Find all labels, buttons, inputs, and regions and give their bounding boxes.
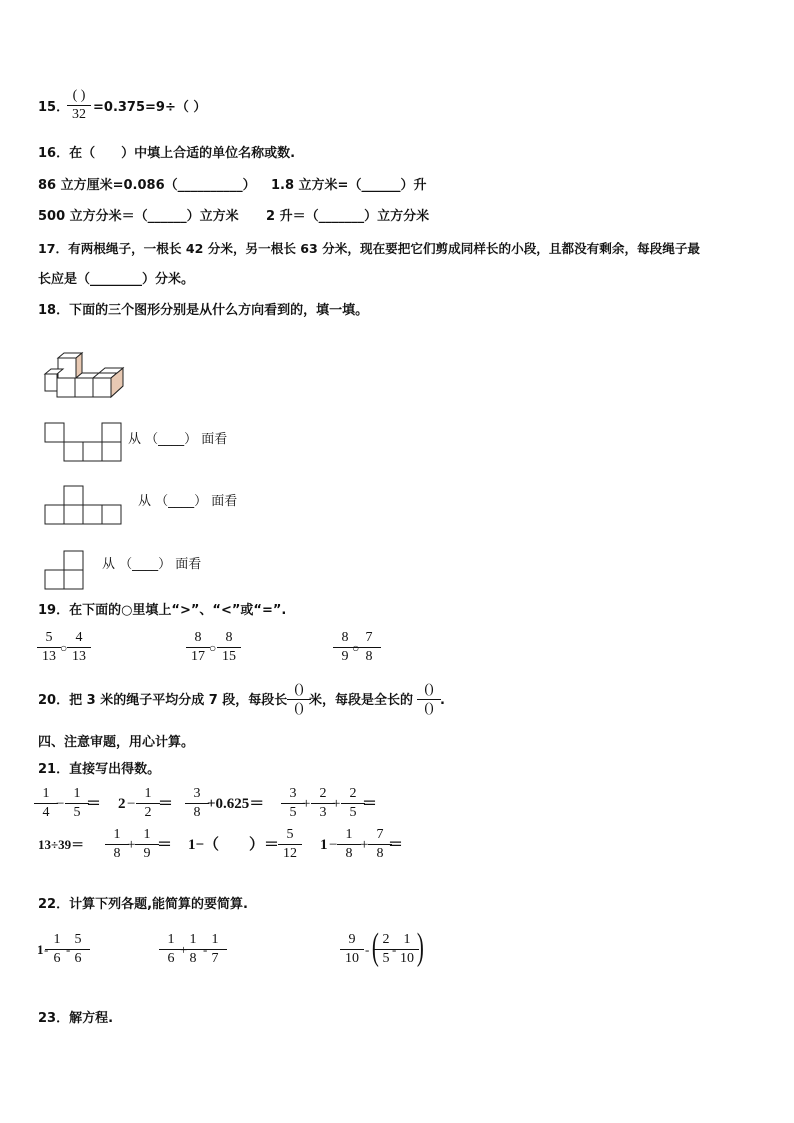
q21-f9: 1 9 bbox=[132, 827, 162, 862]
q21-one: 1 bbox=[320, 837, 328, 853]
q19-p3-b: 7 8 bbox=[354, 630, 384, 665]
q21-title: 21．直接写出得数。 bbox=[38, 762, 161, 777]
q17-line1: 17．有两根绳子，一根长 42 分米，另一根长 63 分米，现在要把它们剪成同样长的小段，且都没有剩余，每段绳子最 bbox=[38, 241, 701, 256]
view2-grid bbox=[45, 486, 121, 524]
q16-line1a: 86 立方厘米=0.086（__________） bbox=[38, 178, 256, 193]
q19-circle-3[interactable]: ○ bbox=[352, 641, 360, 655]
q15-number: 15． bbox=[38, 100, 70, 115]
cube-solid-figure bbox=[45, 353, 123, 397]
q22-c1: 9 10 bbox=[337, 932, 367, 967]
q21-minus-1: − bbox=[56, 796, 65, 812]
q23-title: 23．解方程. bbox=[38, 1011, 114, 1026]
q21-minus-3: − bbox=[329, 837, 338, 853]
q21-two: 2 bbox=[118, 796, 126, 812]
q22-b1: 1 6 bbox=[156, 932, 186, 967]
view1-grid bbox=[45, 423, 121, 461]
q22-c-dash2: - bbox=[392, 942, 397, 957]
view3-grid bbox=[45, 551, 83, 589]
q21-f2: 1 5 bbox=[62, 786, 92, 821]
q22-a1: 1 6 bbox=[42, 932, 72, 967]
q16-line2a: 500 立方分米＝（______）立方米 bbox=[38, 209, 239, 224]
q21-f8: 1 8 bbox=[102, 827, 132, 862]
view1-label: 从 （____） 面看 bbox=[128, 432, 228, 447]
q21-plus-4: + bbox=[360, 837, 369, 853]
q21-eq-2: ＝ bbox=[158, 796, 174, 812]
q15-frac-num: ( ) bbox=[72, 88, 86, 103]
q21-minus-2: − bbox=[127, 796, 136, 812]
q20-frac-2: () () bbox=[414, 682, 444, 717]
q21-f10: 5 12 bbox=[275, 827, 305, 862]
q21-plus-3: + bbox=[127, 837, 136, 853]
q22-c2: 2 5 bbox=[371, 932, 401, 967]
q21-div: 13÷39＝ bbox=[38, 837, 85, 852]
q21-plus-1: + bbox=[302, 796, 311, 812]
q21-f3: 1 2 bbox=[133, 786, 163, 821]
q20-text3: . bbox=[440, 693, 445, 708]
q17-line2: 长应是（________）分米。 bbox=[38, 272, 195, 287]
section4-title: 四、注意审题，用心计算。 bbox=[38, 735, 195, 750]
q19-circle-1[interactable]: ○ bbox=[60, 641, 68, 655]
q22-c3: 1 10 bbox=[392, 932, 422, 967]
q21-plus-2: + bbox=[332, 796, 341, 812]
q16-title: 16．在（ ）中填上合适的单位名称或数. bbox=[38, 146, 296, 161]
q19-p2-a: 8 17 bbox=[183, 630, 213, 665]
q15-frac-den: 32 bbox=[72, 107, 86, 122]
q21-f12: 7 8 bbox=[365, 827, 395, 862]
q20-text2: 米，每段是全长的 bbox=[309, 693, 414, 708]
q21-eq-1: ＝ bbox=[86, 796, 102, 812]
q22-b2: 1 8 bbox=[178, 932, 208, 967]
q19-p3-a: 8 9 bbox=[330, 630, 360, 665]
q22-c-paren-close: ) bbox=[416, 926, 424, 968]
q15-tail: =0.375=9÷（ ） bbox=[93, 100, 207, 115]
q19-p2-b: 8 15 bbox=[214, 630, 244, 665]
q16-line1b: 1.8 立方米=（______）升 bbox=[271, 178, 427, 193]
q16-line2b: 2 升＝（_______）立方分米 bbox=[266, 209, 430, 224]
q22-a-dash1: - bbox=[44, 942, 49, 957]
q21-plus0625: +0.625＝ bbox=[207, 796, 265, 812]
q22-a2: 5 6 bbox=[63, 932, 93, 967]
q21-eq-5: ＝ bbox=[388, 837, 404, 853]
q21-oneblank: 1−（ ）＝ bbox=[188, 837, 280, 853]
q21-f11: 1 8 bbox=[334, 827, 364, 862]
q22-c-paren-open: ( bbox=[371, 926, 379, 968]
q22-b3: 1 7 bbox=[200, 932, 230, 967]
q21-eq-4: ＝ bbox=[157, 837, 173, 853]
q22-b-plus: + bbox=[180, 942, 188, 957]
q21-f7: 2 5 bbox=[338, 786, 368, 821]
q19-p1-b: 4 13 bbox=[64, 630, 94, 665]
q22-c-dash1: - bbox=[365, 942, 370, 957]
q19-circle-2[interactable]: ○ bbox=[209, 641, 217, 655]
view2-label: 从 （____） 面看 bbox=[138, 494, 238, 509]
q21-eq-3: ＝ bbox=[362, 796, 378, 812]
q22-b-dash: - bbox=[203, 942, 208, 957]
q20-text1: 20．把 3 米的绳子平均分成 7 段，每段长 bbox=[38, 693, 288, 708]
q22-a-dash2: - bbox=[66, 942, 71, 957]
q19-title: 19．在下面的○里填上“>”、“<”或“=”. bbox=[38, 603, 287, 618]
q21-f5: 3 5 bbox=[278, 786, 308, 821]
q21-f4: 3 8 bbox=[182, 786, 212, 821]
view3-label: 从 （____） 面看 bbox=[102, 557, 202, 572]
q18-title: 18．下面的三个图形分别是从什么方向看到的，填一填。 bbox=[38, 303, 369, 318]
q22-a-one: 1 bbox=[37, 942, 44, 957]
q19-p1-a: 5 13 bbox=[34, 630, 64, 665]
q21-f6: 2 3 bbox=[308, 786, 338, 821]
q21-f1: 1 4 bbox=[31, 786, 61, 821]
q22-title: 22．计算下列各题,能简算的要简算. bbox=[38, 897, 248, 912]
q20-frac-1: () () bbox=[284, 682, 314, 717]
